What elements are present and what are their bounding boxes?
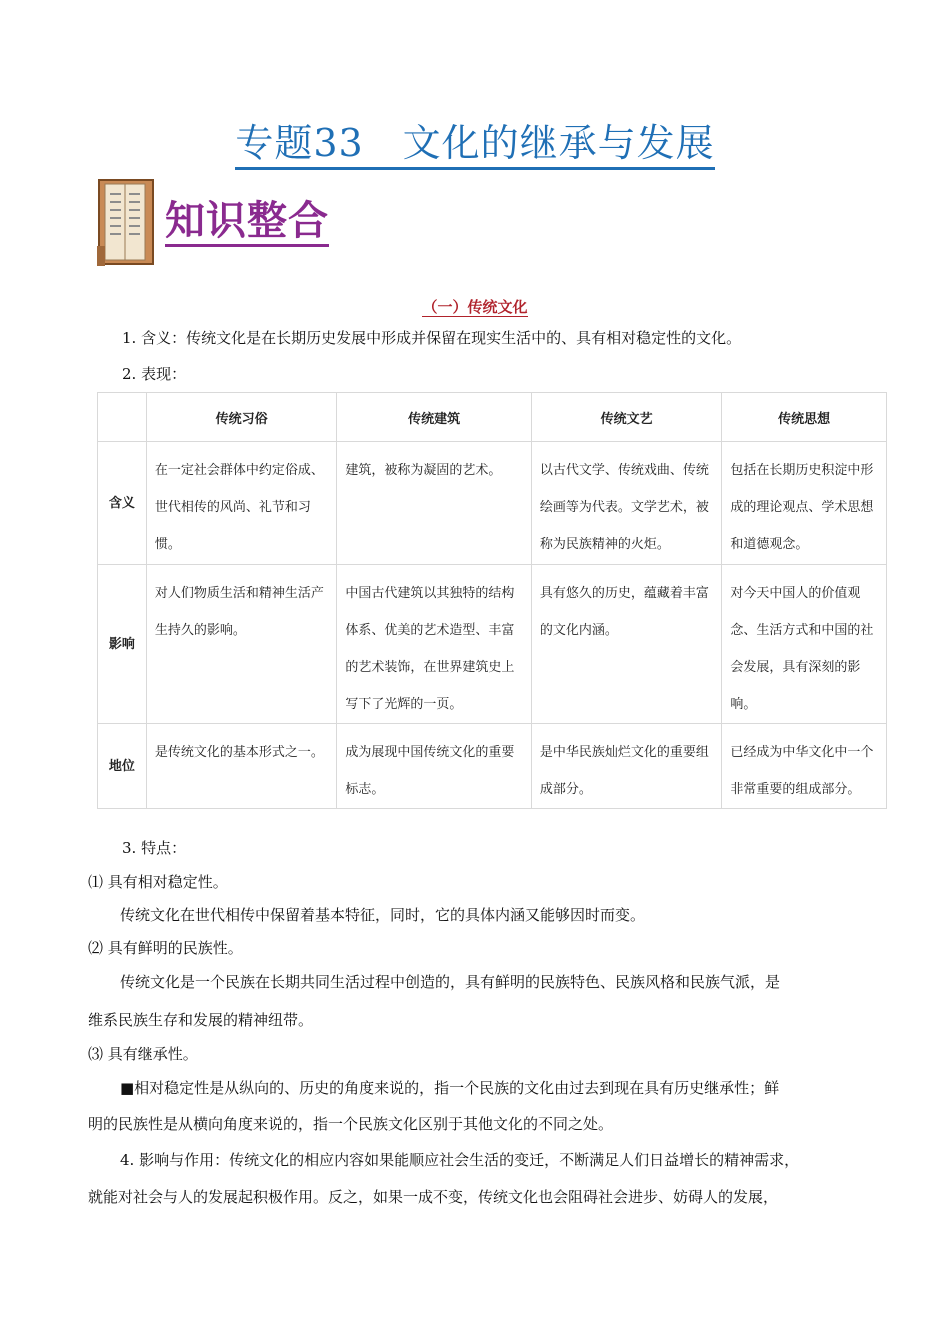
paragraph-features: 3. 特点： xyxy=(122,839,187,857)
paragraph-feature-1-detail: 传统文化在世代相传中保留着基本特征，同时，它的具体内涵又能够因时而变。 xyxy=(120,906,646,924)
table-cell: 成为展现中国传统文化的重要标志。 xyxy=(337,724,531,809)
table-header-cell: 传统文艺 xyxy=(531,393,722,442)
paragraph-feature-2-detail: 传统文化是一个民族在长期共同生活过程中创造的，具有鲜明的民族特色、民族风格和民族气派，是 xyxy=(120,973,781,991)
table-cell: 包括在长期历史积淀中形成的理论观点、学术思想和道德观念。 xyxy=(722,442,887,565)
table-row xyxy=(98,724,887,809)
table-row-label: 含义 xyxy=(98,442,147,565)
table-cell: 中国古代建筑以其独特的结构体系、优美的艺术造型、丰富的艺术装饰，在世界建筑史上写下了光辉的一页。 xyxy=(337,565,531,724)
table-row-label: 地位 xyxy=(98,724,147,809)
table-cell: 是传统文化的基本形式之一。 xyxy=(146,724,337,809)
table-row xyxy=(98,565,887,724)
tradition-table xyxy=(97,392,887,809)
table-row-label: 影响 xyxy=(98,565,147,724)
table-cell: 是中华民族灿烂文化的重要组成部分。 xyxy=(531,724,722,809)
table-header-cell: 传统习俗 xyxy=(146,393,337,442)
paragraph-influence: 4. 影响与作用：传统文化的相应内容如果能顺应社会生活的变迁，不断满足人们日益增长的精神需求， xyxy=(120,1151,800,1169)
table-cell: 在一定社会群体中约定俗成、世代相传的风尚、礼节和习惯。 xyxy=(146,442,337,565)
table-header-cell xyxy=(98,393,147,442)
table-cell: 以古代文学、传统戏曲、传统绘画等为代表。文学艺术，被称为民族精神的火炬。 xyxy=(531,442,722,565)
paragraph-definition: 1. 含义：传统文化是在长期历史发展中形成并保留在现实生活中的、具有相对稳定性的文化。 xyxy=(122,329,742,347)
banner-label: 知识整合 xyxy=(165,198,329,247)
table-cell: 对今天中国人的价值观念、生活方式和中国的社会发展，具有深刻的影响。 xyxy=(722,565,887,724)
knowledge-banner xyxy=(95,176,335,272)
paragraph-feature-2: ⑵ 具有鲜明的民族性。 xyxy=(88,939,243,957)
table-cell: 具有悠久的历史，蕴藏着丰富的文化内涵。 xyxy=(531,565,722,724)
book-icon xyxy=(95,176,157,268)
page-title xyxy=(0,112,950,167)
paragraph-feature-2-detail-cont: 维系民族生存和发展的精神纽带。 xyxy=(88,1011,314,1029)
paragraph-feature-3: ⑶ 具有继承性。 xyxy=(88,1045,198,1063)
table-cell: 已经成为中华文化中一个非常重要的组成部分。 xyxy=(722,724,887,809)
table-header-cell: 传统建筑 xyxy=(337,393,531,442)
page-title-text: 专题33 文化的继承与发展 xyxy=(235,121,714,170)
paragraph-note-cont: 明的民族性是从横向角度来说的，指一个民族文化区别于其他文化的不同之处。 xyxy=(88,1115,614,1133)
section-heading-text: （一）传统文化 xyxy=(422,298,528,316)
table-header-row xyxy=(98,393,887,442)
paragraph-feature-1: ⑴ 具有相对稳定性。 xyxy=(88,873,228,891)
table-cell: 对人们物质生活和精神生活产生持久的影响。 xyxy=(146,565,337,724)
paragraph-influence-cont: 就能对社会与人的发展起积极作用。反之，如果一成不变，传统文化也会阻碍社会进步、妨碍人的发展， xyxy=(88,1188,779,1206)
table-cell: 建筑，被称为凝固的艺术。 xyxy=(337,442,531,565)
table-header-cell: 传统思想 xyxy=(722,393,887,442)
paragraph-note: ■相对稳定性是从纵向的、历史的角度来说的，指一个民族的文化由过去到现在具有历史继承性；鲜 xyxy=(120,1079,780,1097)
paragraph-manifestation: 2. 表现： xyxy=(122,365,187,383)
section-heading xyxy=(0,296,950,317)
table-row xyxy=(98,442,887,565)
